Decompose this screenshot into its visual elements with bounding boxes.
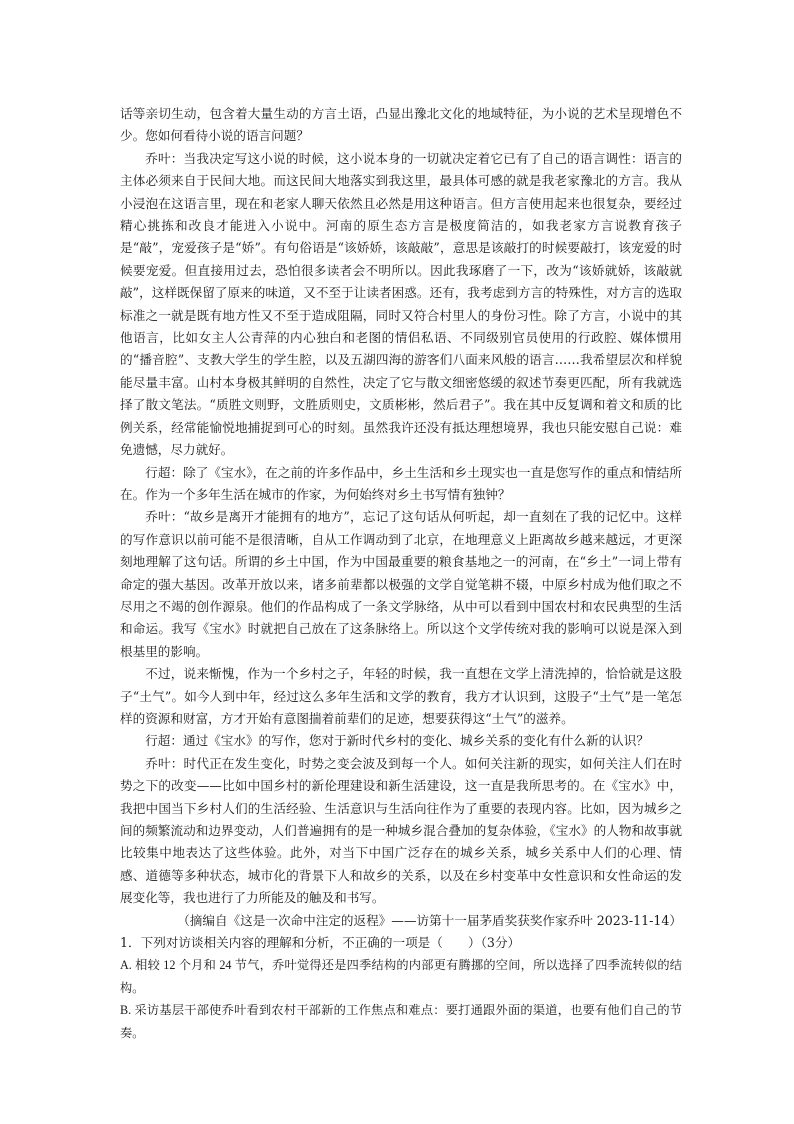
paragraph-question-continued: 话等亲切生动，包含着大量生动的方言土语，凸显出豫北文化的地域特征，为小说的艺术呈现增色不少。您如何看待小说的语言问题？ [120,106,682,144]
paragraph-answer-era-change: 乔叶：时代正在发生变化，时势之变会波及到每一个人。如何关注新的现实，如何关注人们在时势之下的改变——比如中国乡村的新伦理建设和新生活建设，这一直是我所思考的。在《宝水》中，我把中国当下乡村人们的生活经验、生活意识与生活向往作为了重要的表现内容。比如，因为城乡之间的频繁流动和边界变动，人们普遍拥有的是一种城乡混合叠加的复杂体验，《宝水》的人物和故事就比较集中地表达了这些体验。此外，对当下中国广泛存在的城乡关系，城乡关系中人们的心理、情感、道德等多种状态，城市化的背景下人和故乡的关系，以及在乡村变革中女性意识和女性命运的发展变化等，我也进行了力所能及的触及和书写。 [120,755,682,906]
exam-question: 1．下列对访谈相关内容的理解和分析，不正确的一项是（ ）（3分） [120,935,521,951]
paragraph-answer-hometown: 乔叶：“故乡是离开才能拥有的地方”，忘记了这句话从何听起，却一直刻在了我的记忆中。这样的写作意识以前可能不是很清晰，自从工作调动到了北京，在地理意义上距离故乡越来越远，才更深刻地理解了这句话。所谓的乡土中国，作为中国最重要的粮食基地之一的河南，在“乡土”一词上带有命定的强大基因。改革开放以来，诸多前辈都以极强的文学自觉笔耕不辍，中原乡村成为他们取之不尽用之不竭的创作源泉。他们的作品构成了一条文学脉络，从中可以看到中国农村和农民典型的生活和命运。我写《宝水》时就把自己放在了这条脉络上。所以这个文学传统对我的影响可以说是深入到根基里的影响。 [120,509,682,659]
paragraph-answer-language: 乔叶：当我决定写这小说的时候，这小说本身的一切就决定着它已有了自己的语言调性：语言的主体必须来自于民间大地。而这民间大地落实到我这里，最具体可感的就是我老家豫北的方言。我从小浸泡在这语言里，现在和老家人聊天依然且必然是用这种语言。但方言使用起来也很复杂，要经过精心挑拣和改良才能进入小说中。河南的原生态方言是极度简洁的，如我老家方言说教育孩子是“敲”，宠爱孩子是“娇”。有句俗语是“该娇娇，该敲敲”，意思是该敲打的时候要敲打，该宠爱的时候要宠爱。但直接用过去，恐怕很多读者会不明所以。因此我琢磨了一下，改为“该娇就娇，该敲就敲”，这样既保留了原来的味道，又不至于让读者困惑。还有，我考虑到方言的特殊性，对方言的选取标准之一就是既有地方性又不至于造成阻隔，同时又符合村里人的身份习性。除了方言，小说中的其他语言，比如女主人公青萍的内心独白和老图的情侣私语、不同级别官员使用的行政腔、媒体惯用的“播音腔”、支教大学生的学生腔，以及五湖四海的游客们八面来风般的语言……我希望层次和样貌能尽量丰富。山村本身极其鲜明的自然性，决定了它与散文细密悠缓的叙述节奏更匹配，所有我就选择了散文笔法。“质胜文则野，文胜质则史，文质彬彬，然后君子”。我在其中反复调和着文和质的比例关系，经常能愉悦地捕捉到可心的时刻。虽然我许还没有抵达理想境界，我也只能安慰自己说：难免遗憾，尽力就好。 [120,150,682,458]
paragraph-question-rural: 行超：除了《宝水》，在之前的许多作品中，乡土生活和乡土现实也一直是您写作的重点和情结所在。作为一个多年生活在城市的作家，为何始终对乡土书写情有独钟？ [120,464,682,502]
paragraph-question-new-era: 行超：通过《宝水》的写作，您对于新时代乡村的变化、城乡关系的变化有什么新的认识？ [145,733,649,749]
option-a: A. 相较 12 个月和 24 节气，乔叶觉得还是四季结构的内部更有腾挪的空间，所以选择了四季流转似的结构。 [120,958,682,995]
option-b: B. 采访基层干部使乔叶看到农村干部新的工作焦点和难点：要打通跟外面的渠道，也要有他们自己的节奏。 [120,1003,682,1040]
document-page [120,103,682,1044]
paragraph-answer-earthiness: 不过，说来惭愧，作为一个乡村之子，年轻的时候，我一直想在文学上清洗掉的，恰恰就是这股子“土气”。如今人到中年，经过这么多年生活和文学的教育，我方才认识到，这股子“土气”是一笔怎样的资源和财富，方才开始有意图揣着前辈们的足迹，想要获得这“土气”的滋养。 [120,666,682,726]
citation: （摘编自《这是一次命中注定的返程》——访第十一届茅盾奖获奖作家乔叶 2023-11-14） [177,912,682,928]
